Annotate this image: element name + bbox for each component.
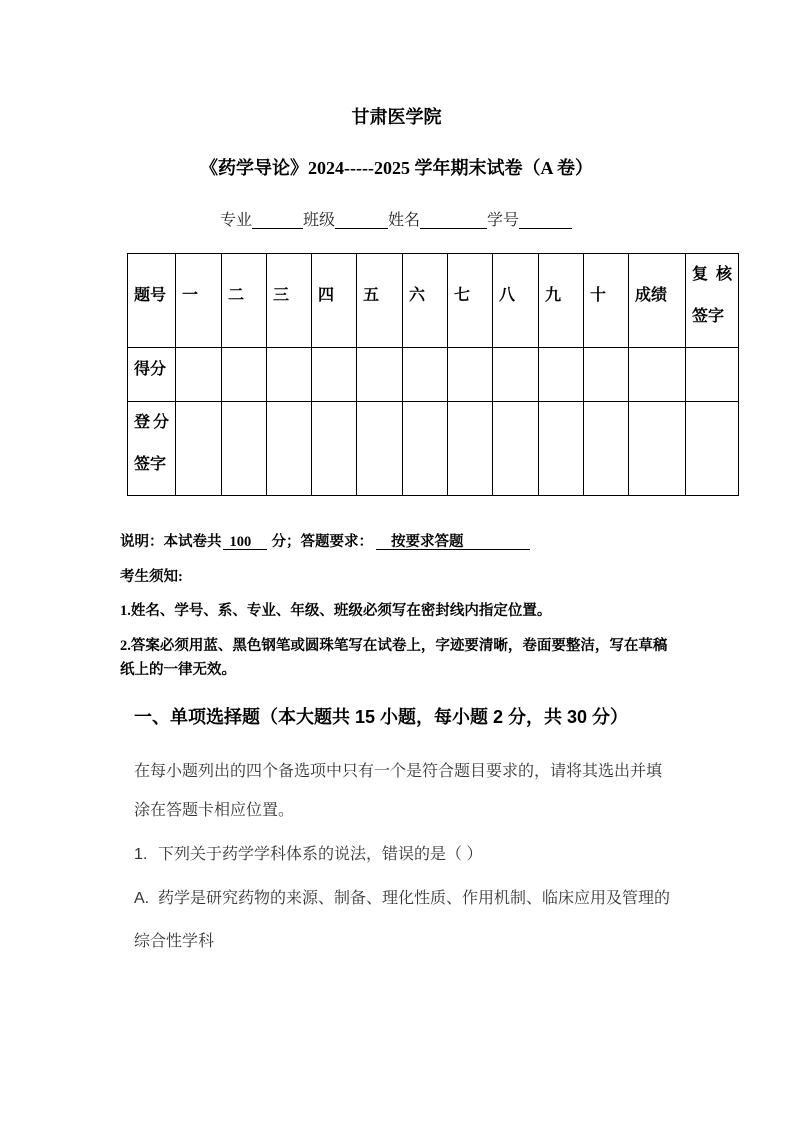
signature-cell bbox=[539, 402, 584, 496]
score-cell bbox=[539, 348, 584, 402]
notice-rule-2-line-1: 2.答案必须用蓝、黑色钢笔或圆珠笔写在试卷上，字迹要清晰，卷面要整洁，写在草稿 bbox=[120, 638, 668, 654]
score-table bbox=[127, 253, 739, 496]
review-signature-header bbox=[686, 254, 739, 348]
score-row-header bbox=[128, 348, 176, 402]
score-cell bbox=[686, 348, 739, 402]
signature-cell bbox=[493, 402, 539, 496]
question-number-label: 题号 bbox=[134, 286, 167, 304]
signature-row bbox=[128, 402, 739, 496]
score-cell bbox=[629, 348, 686, 402]
column-label: 五 bbox=[363, 286, 380, 304]
name-label: 姓名 bbox=[388, 212, 421, 229]
student-id-label: 学号 bbox=[487, 212, 520, 229]
signature-cell bbox=[448, 402, 493, 496]
score-cell bbox=[267, 348, 312, 402]
score-cell bbox=[493, 348, 539, 402]
score-row-label: 得分 bbox=[134, 360, 167, 378]
total-points-value: 100 bbox=[223, 530, 267, 554]
notice-title: 考生须知: bbox=[120, 569, 183, 585]
signature-cell bbox=[267, 402, 312, 496]
column-label: 六 bbox=[409, 286, 426, 304]
column-header-8 bbox=[493, 254, 539, 348]
exam-title: 《药学导论》2024-----2025 学年期末试卷（A 卷） bbox=[200, 158, 593, 178]
score-cell bbox=[176, 348, 222, 402]
option-label: A. bbox=[134, 890, 150, 907]
signature-row-header bbox=[128, 402, 176, 496]
option-a-line-2: 综合性学科 bbox=[134, 933, 215, 950]
score-cell bbox=[403, 348, 448, 402]
column-label: 一 bbox=[182, 286, 199, 304]
signature-cell bbox=[629, 402, 686, 496]
score-table-header-row bbox=[128, 254, 739, 348]
score-cell bbox=[222, 348, 267, 402]
question-number: 1. bbox=[134, 846, 148, 863]
total-score-header bbox=[629, 254, 686, 348]
signature-cell bbox=[312, 402, 357, 496]
answer-requirement-value: 按要求答题 bbox=[376, 530, 530, 554]
question-1 bbox=[134, 843, 482, 867]
note-prefix: 说明：本试卷共 bbox=[120, 534, 222, 550]
column-header-9 bbox=[539, 254, 584, 348]
score-row bbox=[128, 348, 739, 402]
signature-cell bbox=[403, 402, 448, 496]
section-description-line-1: 在每小题列出的四个备选项中只有一个是符合题目要求的，请将其选出并填 bbox=[134, 763, 663, 780]
column-header-5 bbox=[357, 254, 403, 348]
column-label: 三 bbox=[273, 286, 290, 304]
student-info-line bbox=[220, 209, 572, 233]
score-cell bbox=[357, 348, 403, 402]
signature-row-label: 登分签字 bbox=[134, 413, 169, 473]
column-header-7 bbox=[448, 254, 493, 348]
option-text: 药学是研究药物的来源、制备、理化性质、作用机制、临床应用及管理的 bbox=[158, 890, 671, 907]
column-label: 十 bbox=[590, 286, 607, 304]
total-score-label: 成绩 bbox=[635, 286, 668, 304]
column-label: 七 bbox=[454, 286, 471, 304]
signature-cell bbox=[357, 402, 403, 496]
school-name: 甘肃医学院 bbox=[351, 107, 442, 127]
column-label: 八 bbox=[499, 286, 516, 304]
column-header-2 bbox=[222, 254, 267, 348]
signature-cell bbox=[686, 402, 739, 496]
name-blank bbox=[420, 209, 487, 233]
question-number-header bbox=[128, 254, 176, 348]
column-header-4 bbox=[312, 254, 357, 348]
section-description-line-2: 涂在答题卡相应位置。 bbox=[134, 802, 295, 819]
section-title: 一、单项选择题（本大题共 15 小题，每小题 2 分，共 30 分） bbox=[134, 707, 629, 727]
column-label: 四 bbox=[318, 286, 335, 304]
column-label: 九 bbox=[545, 286, 562, 304]
column-label: 二 bbox=[228, 286, 245, 304]
review-signature-label: 复核签字 bbox=[692, 265, 732, 325]
class-blank bbox=[335, 209, 388, 233]
signature-cell bbox=[176, 402, 222, 496]
notice-rule-2-line-2: 纸上的一律无效。 bbox=[120, 662, 236, 678]
major-label: 专业 bbox=[220, 212, 253, 229]
column-header-1 bbox=[176, 254, 222, 348]
class-label: 班级 bbox=[303, 212, 336, 229]
note-mid-text: 分；答题要求： bbox=[271, 534, 373, 550]
option-a-line-1 bbox=[134, 887, 670, 911]
score-cell bbox=[448, 348, 493, 402]
question-stem: 下列关于药学学科体系的说法，错误的是（ ） bbox=[158, 846, 483, 863]
major-blank bbox=[252, 209, 303, 233]
column-header-10 bbox=[584, 254, 629, 348]
score-cell bbox=[312, 348, 357, 402]
notice-rule-1: 1.姓名、学号、系、专业、年级、班级必须写在密封线内指定位置。 bbox=[120, 603, 552, 619]
signature-cell bbox=[222, 402, 267, 496]
score-cell bbox=[584, 348, 629, 402]
column-header-6 bbox=[403, 254, 448, 348]
column-header-3 bbox=[267, 254, 312, 348]
exam-note bbox=[120, 530, 530, 554]
student-id-blank bbox=[519, 209, 572, 233]
signature-cell bbox=[584, 402, 629, 496]
